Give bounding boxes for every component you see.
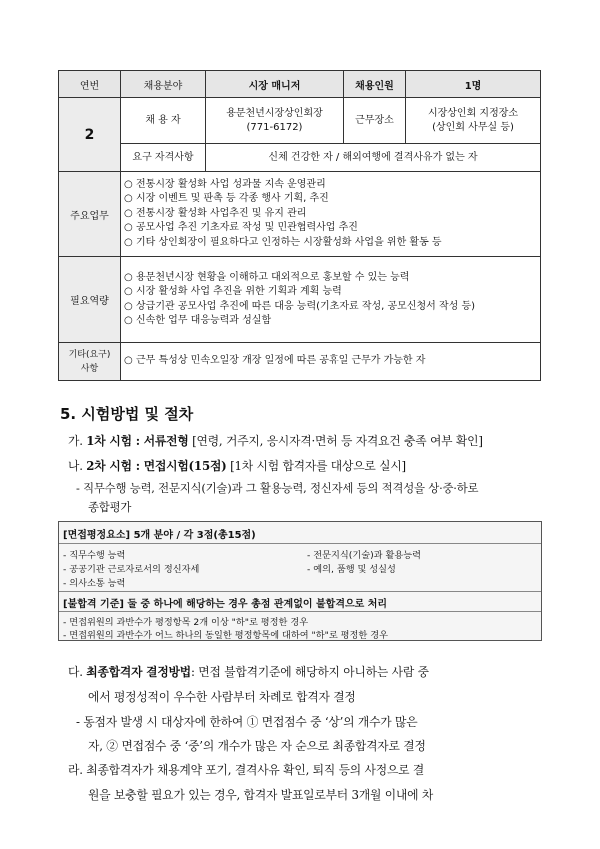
row-number: 2 — [59, 98, 121, 172]
employer-phone: (771-6172) — [246, 121, 303, 133]
header-count-label: 채용인원 — [344, 71, 406, 98]
divider — [59, 543, 541, 544]
duty-item: ○ 시장 이벤트 및 판촉 등 각종 행사 기획, 추진 — [124, 192, 537, 207]
competency-item: ○ 용문천년시장 현황을 이해하고 대외적으로 홍보할 수 있는 능력 — [124, 271, 537, 286]
eval-item: - 전문지식(기술)과 활용능력 — [307, 550, 421, 561]
bullet-circle-icon: ○ — [124, 271, 133, 283]
duty-item: ○ 전통시장 활성화 사업 성과물 지속 운영관리 — [124, 178, 537, 193]
step-da-sub-1: - 동점자 발생 시 대상자에 한하여 ① 면접점수 중 ‘상’의 개수가 많은 — [76, 715, 418, 729]
competency-label: 필요역량 — [59, 257, 121, 343]
eval-header: [면접평정요소] 5개 분야 / 각 3점(총15점) — [63, 530, 256, 541]
eval-item: - 예의, 품행 및 성실성 — [307, 564, 396, 575]
competency-list — [121, 257, 541, 343]
employer-cell — [206, 98, 344, 144]
bullet-circle-icon: ○ — [124, 236, 133, 248]
step-da-line2: 에서 평정성적이 우수한 사람부터 차례로 합격자 결정 — [88, 690, 356, 704]
step-ga: 가. 1차 시험 : 서류전형 [연령, 거주지, 응시자격·면허 등 자격요건 충족 여부 확인] — [68, 434, 483, 448]
step-na-sub-1: - 직무수행 능력, 전문지식(기술)과 그 활용능력, 정신자세 등의 적격성을 상·중·하로 — [76, 481, 479, 495]
duty-item: ○ 공모사업 추진 기초자료 작성 및 민관협력사업 추진 — [124, 221, 537, 236]
qualification-label: 요구 자격사항 — [121, 144, 206, 172]
workplace-line1: 시장상인회 지정장소 — [427, 107, 519, 119]
duties-label: 주요업무 — [59, 172, 121, 257]
step-ra-line1: 라. 최종합격자가 채용계약 포기, 결격사유 확인, 퇴직 등의 사정으로 결 — [68, 763, 425, 777]
divider — [59, 611, 541, 612]
step-na-sub-2: 종합평가 — [88, 500, 132, 514]
eval-item: - 직무수행 능력 — [63, 550, 126, 561]
workplace-line2: (상인회 사무실 등) — [432, 121, 514, 133]
eval-item: - 공공기관 근로자로서의 정신자세 — [63, 564, 200, 575]
recruitment-table — [58, 70, 541, 381]
header-no: 연번 — [59, 71, 121, 98]
competency-item: ○ 상급기관 공모사업 추진에 따른 대응 능력(기초자료 작성, 공모신청서 작성 등) — [124, 300, 537, 315]
competency-item: ○ 시장 활성화 사업 추진을 위한 기획과 계획 능력 — [124, 285, 537, 300]
eval-item: - 의사소통 능력 — [63, 578, 126, 589]
divider — [59, 591, 541, 592]
bullet-circle-icon: ○ — [124, 286, 133, 297]
bullet-circle-icon: ○ — [124, 207, 133, 219]
fail-header: [불합격 기준] 둘 중 하나에 해당하는 경우 총점 관계없이 불합격으로 처리 — [63, 599, 388, 610]
etc-label: 기타(요구) 사항 — [59, 343, 121, 381]
step-da-sub-2: 자, ② 면접점수 중 ‘중’의 개수가 많은 자 순으로 최종합격자로 결정 — [88, 739, 426, 753]
bullet-circle-icon: ○ — [124, 178, 133, 190]
header-count-value: 1명 — [406, 71, 541, 98]
bullet-circle-icon: ○ — [124, 193, 133, 205]
duty-item: ○ 전통시장 활성화 사업추진 및 유지 관리 — [124, 207, 537, 222]
step-da: 다. 최종합격자 결정방법: 면접 불합격기준에 해당하지 아니하는 사람 중 — [68, 665, 429, 679]
employer-label: 채 용 자 — [121, 98, 206, 144]
header-field-value: 시장 매니저 — [206, 71, 344, 98]
bullet-circle-icon: ○ — [124, 222, 133, 234]
duty-item: ○ 기타 상인회장이 필요하다고 인정하는 시장활성화 사업을 위한 활동 등 — [124, 236, 537, 251]
evaluation-box — [58, 521, 542, 641]
employer-name: 용문천년시장상인회장 — [226, 107, 323, 119]
workplace-label: 근무장소 — [344, 98, 406, 144]
bullet-circle-icon: ○ — [124, 355, 133, 367]
header-field-label: 채용분야 — [121, 71, 206, 98]
section-title: 5. 시험방법 및 절차 — [60, 405, 194, 423]
bullet-circle-icon: ○ — [124, 315, 133, 326]
fail-item: - 면접위원의 과반수가 어느 하나의 동일한 평정항목에 대하여 "하"로 평정한 경우 — [63, 630, 388, 641]
step-ra-line2: 원을 보충할 필요가 있는 경우, 합격자 발표일로부터 3개월 이내에 차 — [88, 788, 434, 802]
step-na: 나. 2차 시험 : 면접시험(15점) [1차 시험 합격자를 대상으로 실시] — [68, 459, 406, 473]
etc-value: ○ 근무 특성상 민속오일장 개장 일정에 따른 공휴일 근무가 가능한 자 — [121, 343, 541, 381]
duties-list — [121, 172, 541, 257]
competency-item: ○ 신속한 업무 대응능력과 성실함 — [124, 314, 537, 329]
qualification-value: 신체 건강한 자 / 해외여행에 결격사유가 없는 자 — [206, 144, 541, 172]
bullet-circle-icon: ○ — [124, 300, 133, 312]
fail-item: - 면접위원의 과반수가 평정항목 2개 이상 "하"로 평정한 경우 — [63, 617, 309, 628]
workplace-cell — [406, 98, 541, 144]
